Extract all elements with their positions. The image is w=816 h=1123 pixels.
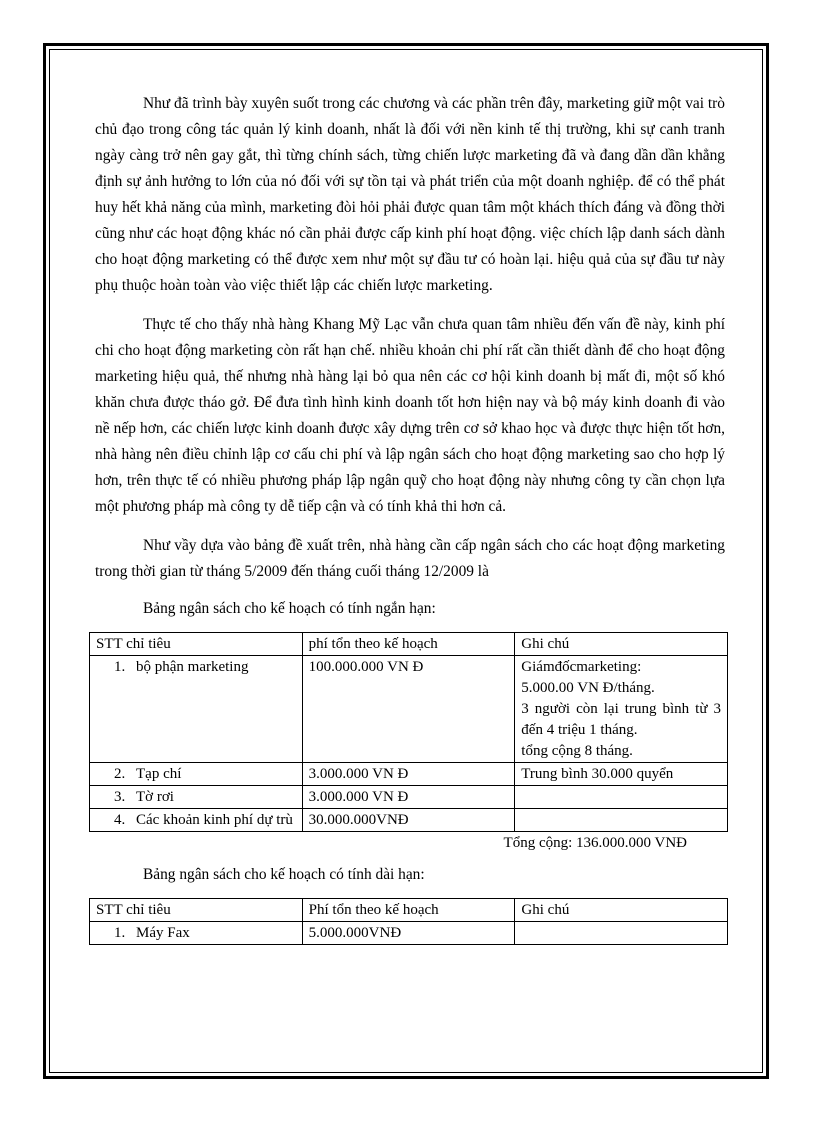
table-row	[90, 656, 728, 763]
item-label: Tờ rơi	[136, 789, 174, 805]
table-row	[90, 786, 728, 809]
cost-cell: 3.000.000 VN Đ	[302, 763, 515, 786]
table-header-row	[90, 899, 728, 922]
note-line: Giámđốcmarketing:	[521, 659, 642, 675]
item-label: bộ phận marketing	[136, 659, 249, 675]
paragraph-2: Thực tế cho thấy nhà hàng Khang Mỹ Lạc vẫn chưa quan tâm nhiều đến vấn đề này, kinh phí chi cho hoạt động marketing còn rất hạn chế. nhiều khoản chi phí rất cần thiết dành để cho hoạt động marketing hiệu quả, thế nhưng nhà hàng lại bỏ qua nên các cơ hội kinh doanh bị mất đi, một số khó khăn chưa được tháo gở. Để đưa tình hình kinh doanh tốt hơn hiện nay và bộ máy kinh doanh đi vào nề nếp hơn, các chiến lược kinh doanh được xây dựng trên cơ sở khao học và được thực hiện tốt hơn, nhà hàng nên điều chỉnh lập cơ cấu chi phí và lập ngân sách cho hoạt động marketing sao cho hợp lý hơn, trên thực tế có nhiều phương pháp lập ngân quỹ cho hoạt động này nhưng công ty cần chọn lựa một phương pháp mà công ty dễ tiếp cận và có tính khả thi hơn cả.	[95, 316, 725, 515]
item-label: Các khoản kinh phí dự trù	[136, 812, 293, 828]
item-label: Máy Fax	[136, 925, 190, 941]
item-label: Tạp chí	[136, 766, 182, 782]
short-term-total: Tổng cộng: 136.000.000 VNĐ	[503, 835, 687, 851]
header-cell: Ghi chú	[515, 899, 728, 922]
item-number: 1.	[114, 659, 126, 675]
note-line: 3 người còn lại trung bình từ 3 đến 4 triệu 1 tháng.	[521, 701, 721, 738]
item-cell	[90, 763, 303, 786]
header-cell: STT chỉ tiêu	[90, 633, 303, 656]
short-term-budget-table	[89, 632, 728, 832]
note-cell	[515, 786, 728, 809]
item-number: 2.	[114, 766, 126, 782]
paragraph-1: Như đã trình bày xuyên suốt trong các chương và các phần trên đây, marketing giữ một vai trò chủ đạo trong công tác quản lý kinh doanh, nhất là đối với nền kinh tế thị trường, khi sự canh tranh ngày càng trở nên gay gắt, thì từng chính sách, từng chiến lược marketing đã và đang dần dần khẳng định sự ảnh hưởng to lớn của nó đối với sự tồn tại và phát triển của một doanh nghiệp. để có thể phát huy hết khả năng của mình, marketing đòi hỏi phải được quan tâm một khách thích đáng và đồng thời cũng như các hoạt động khác nó cần phải được cấp kinh phí hoạt động. việc chích lập danh sách dành cho hoạt động marketing có thể được xem như một sự đầu tư có hoàn lại. hiệu quả của sự đầu tư này phụ thuộc hoàn toàn vào việc thiết lập các chiến lược marketing.	[95, 95, 725, 294]
document-body	[95, 91, 725, 945]
cost-cell: 100.000.000 VN Đ	[302, 656, 515, 763]
table-header-row	[90, 633, 728, 656]
item-number: 4.	[114, 812, 126, 828]
cost-cell: 30.000.000VNĐ	[302, 809, 515, 832]
long-term-caption: Bảng ngân sách cho kế hoạch có tính dài hạn:	[143, 866, 425, 883]
header-cell: Phí tổn theo kế hoạch	[302, 899, 515, 922]
table-row	[90, 763, 728, 786]
cost-cell: 5.000.000VNĐ	[302, 922, 515, 945]
note-line: 5.000.00 VN Đ/tháng.	[521, 680, 655, 696]
header-cell: STT chỉ tiêu	[90, 899, 303, 922]
table-row	[90, 922, 728, 945]
paragraph-3: Như vầy dựa vào bảng đề xuất trên, nhà hàng cần cấp ngân sách cho các hoạt động marketing trong thời gian từ tháng 5/2009 đến tháng cuối tháng 12/2009 là	[95, 537, 725, 580]
cost-cell: 3.000.000 VN Đ	[302, 786, 515, 809]
item-number: 3.	[114, 789, 126, 805]
item-cell	[90, 922, 303, 945]
note-cell: Trung bình 30.000 quyển	[515, 763, 728, 786]
item-number: 1.	[114, 925, 126, 941]
note-cell	[515, 656, 728, 763]
item-cell	[90, 809, 303, 832]
header-cell: Ghi chú	[515, 633, 728, 656]
long-term-budget-table	[89, 898, 728, 945]
note-line: tổng cộng 8 tháng.	[521, 743, 633, 759]
header-cell: phí tổn theo kế hoạch	[302, 633, 515, 656]
note-cell	[515, 922, 728, 945]
note-cell	[515, 809, 728, 832]
table-row	[90, 809, 728, 832]
short-term-caption: Bảng ngân sách cho kế hoạch có tính ngắn hạn:	[143, 600, 436, 617]
item-cell	[90, 656, 303, 763]
item-cell	[90, 786, 303, 809]
